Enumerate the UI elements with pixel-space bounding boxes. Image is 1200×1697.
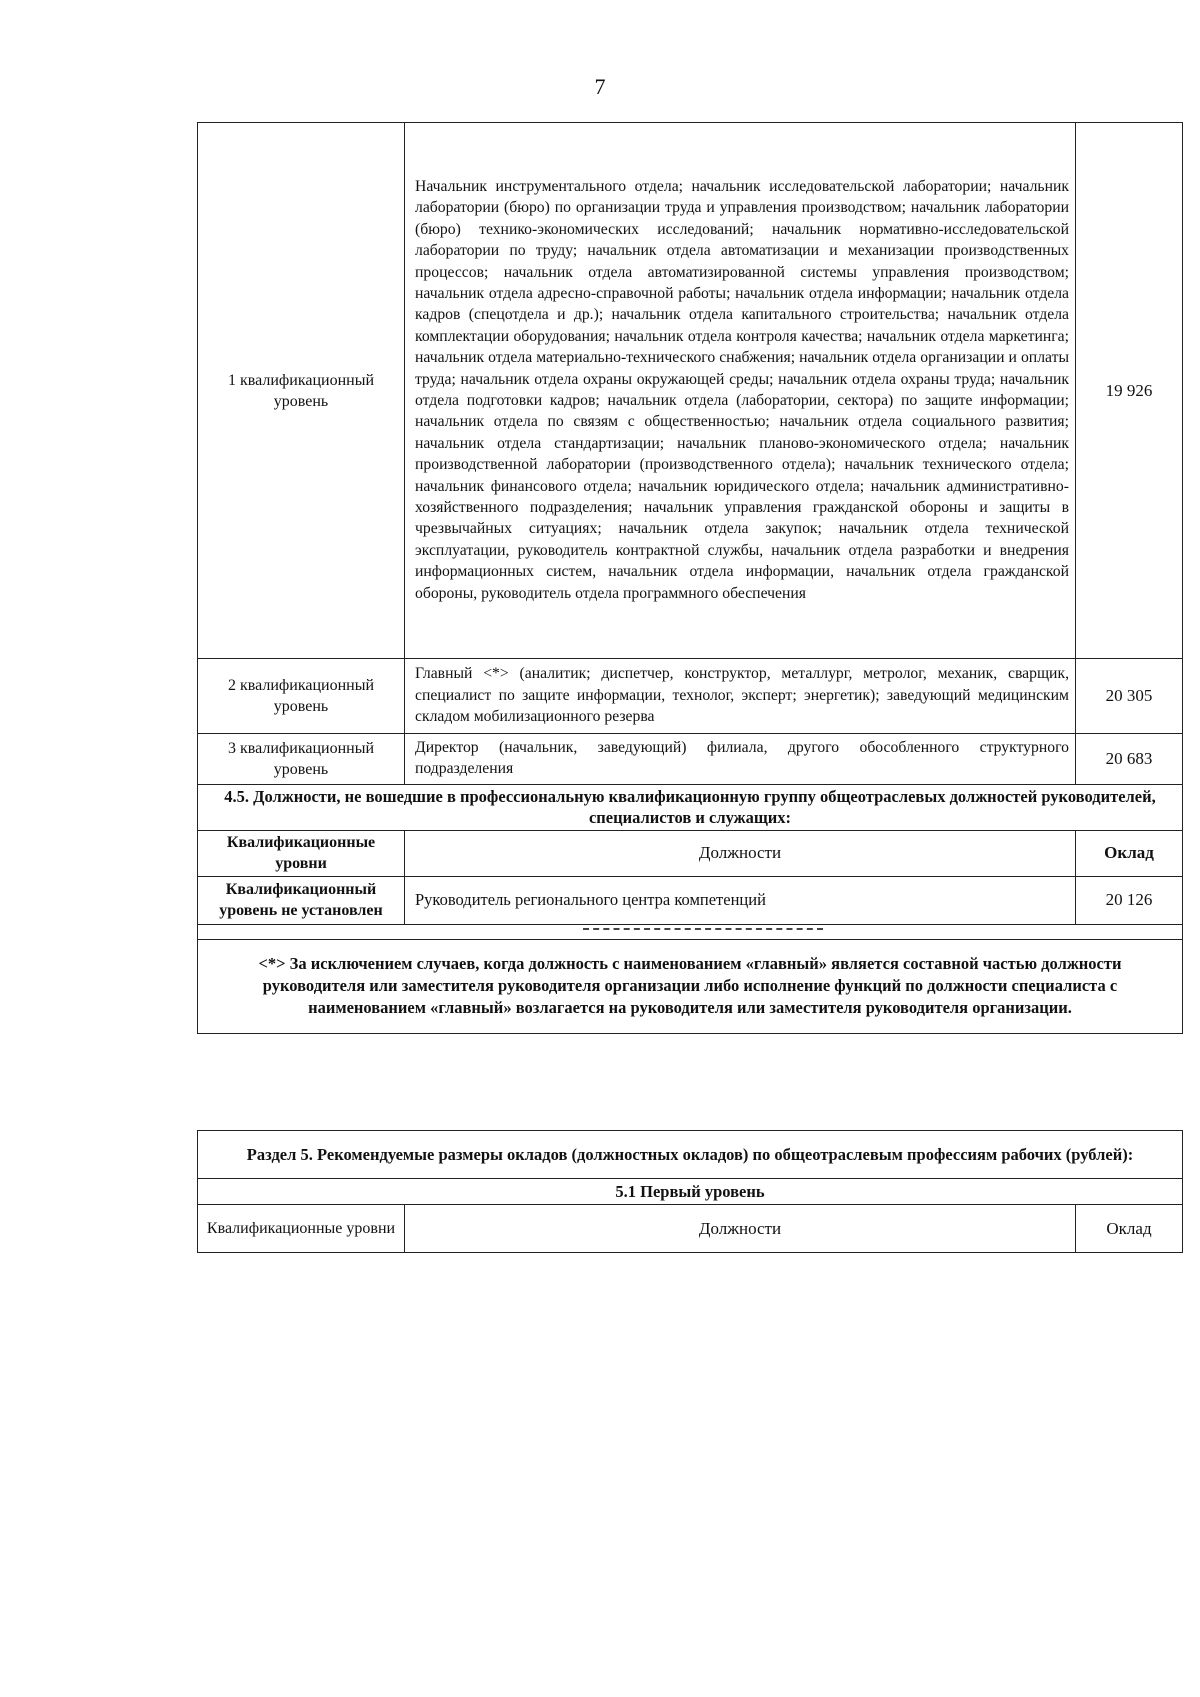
separator-row bbox=[198, 924, 1183, 939]
header-positions: Должности bbox=[405, 830, 1076, 876]
table-header-row bbox=[198, 1205, 1183, 1253]
section-title: 4.5. Должности, не вошедшие в профессиональную квалификационную группу общеотраслевых должностей руководителей, специалистов и служащих: bbox=[198, 784, 1183, 830]
salary-cell: 19 926 bbox=[1076, 123, 1183, 659]
positions-cell: Директор (начальник, заведующий) филиала, другого обособленного структурного подразделения bbox=[405, 734, 1076, 785]
level-cell: Квалификационный уровень не установлен bbox=[198, 876, 405, 924]
section-title-row bbox=[198, 784, 1183, 830]
section-5-1-title: 5.1 Первый уровень bbox=[198, 1179, 1183, 1205]
separator-cell bbox=[198, 924, 1183, 939]
salary-cell: 20 305 bbox=[1076, 659, 1183, 734]
section-5-title: Раздел 5. Рекомендуемые размеры окладов (должностных окладов) по общеотраслевым профессиям рабочих (рублей): bbox=[198, 1131, 1183, 1179]
positions-cell: Главный <*> (аналитик; диспетчер, конструктор, металлург, метролог, механик, сварщик, специалист по защите информации, технолог, эксперт; энергетик); заведующий медицинским складом мобилизационного резерва bbox=[405, 659, 1076, 734]
footnote: <*> За исключением случаев, когда должность с наименованием «главный» является составной частью должности руководителя или заместителя руководителя организации либо исполнение функций по должности специалиста с наименованием «главный» возлагается на руководителя или заместителя руководителя организации. bbox=[198, 939, 1183, 1033]
table-row-level-1 bbox=[198, 123, 1183, 659]
table-row-no-level bbox=[198, 876, 1183, 924]
table-row-level-3 bbox=[198, 734, 1183, 785]
footnote-row bbox=[198, 939, 1183, 1033]
header-salary: Оклад bbox=[1076, 1205, 1183, 1253]
workers-table bbox=[197, 1130, 1183, 1253]
level-cell: 1 квалификационный уровень bbox=[198, 123, 405, 659]
header-levels: Квалификационные уровни bbox=[198, 1205, 405, 1253]
subtitle-row bbox=[198, 1179, 1183, 1205]
qualification-table bbox=[197, 122, 1183, 1034]
table-header-row bbox=[198, 830, 1183, 876]
level-cell: 3 квалификационный уровень bbox=[198, 734, 405, 785]
positions-cell: Руководитель регионального центра компетенций bbox=[405, 876, 1076, 924]
header-salary: Оклад bbox=[1076, 830, 1183, 876]
header-positions: Должности bbox=[405, 1205, 1076, 1253]
level-cell: 2 квалификационный уровень bbox=[198, 659, 405, 734]
salary-cell: 20 126 bbox=[1076, 876, 1183, 924]
table-row-level-2 bbox=[198, 659, 1183, 734]
positions-cell: Начальник инструментального отдела; начальник исследовательской лаборатории; начальник лаборатории (бюро) по организации труда и управления производством; начальник лаборатории (бюро) технико-экономических исследований; начальник нормативно-исследовательской лаборатории по труду; начальник отдела автоматизации и механизации производственных процессов; начальник отдела автоматизированной системы управления производством; начальник отдела адресно-справочной работы; начальник отдела информации; начальник отдела кадров (спецотдела и др.); начальник отдела капитального строительства; начальник отдела комплектации оборудования; начальник отдела контроля качества; начальник отдела маркетинга; начальник отдела материально-технического снабжения; начальник отдела организации и оплаты труда; начальник отдела охраны окружающей среды; начальник отдела охраны труда; начальник отдела подготовки кадров; начальник отдела (лаборатории, сектора) по защите информации; начальник отдела по связям с общественностью; начальник отдела социального развития; начальник отдела стандартизации; начальник планово-экономического отдела; начальник производственной лаборатории (производственного отдела); начальник технического отдела; начальник финансового отдела; начальник юридического отдела; начальник административно-хозяйственного подразделения; начальник управления гражданской обороны и защиты в чрезвычайных ситуациях; начальник отдела закупок; начальник отдела технической эксплуатации, руководитель контрактной службы, начальник отдела разработки и внедрения информационных систем, начальник отдела информации, начальник отдела гражданской обороны, руководитель отдела программного обеспечения bbox=[405, 123, 1076, 659]
header-levels: Квалификационные уровни bbox=[198, 830, 405, 876]
salary-cell: 20 683 bbox=[1076, 734, 1183, 785]
section-title-row bbox=[198, 1131, 1183, 1179]
separator-line bbox=[583, 928, 823, 930]
page-number: 7 bbox=[594, 74, 606, 99]
